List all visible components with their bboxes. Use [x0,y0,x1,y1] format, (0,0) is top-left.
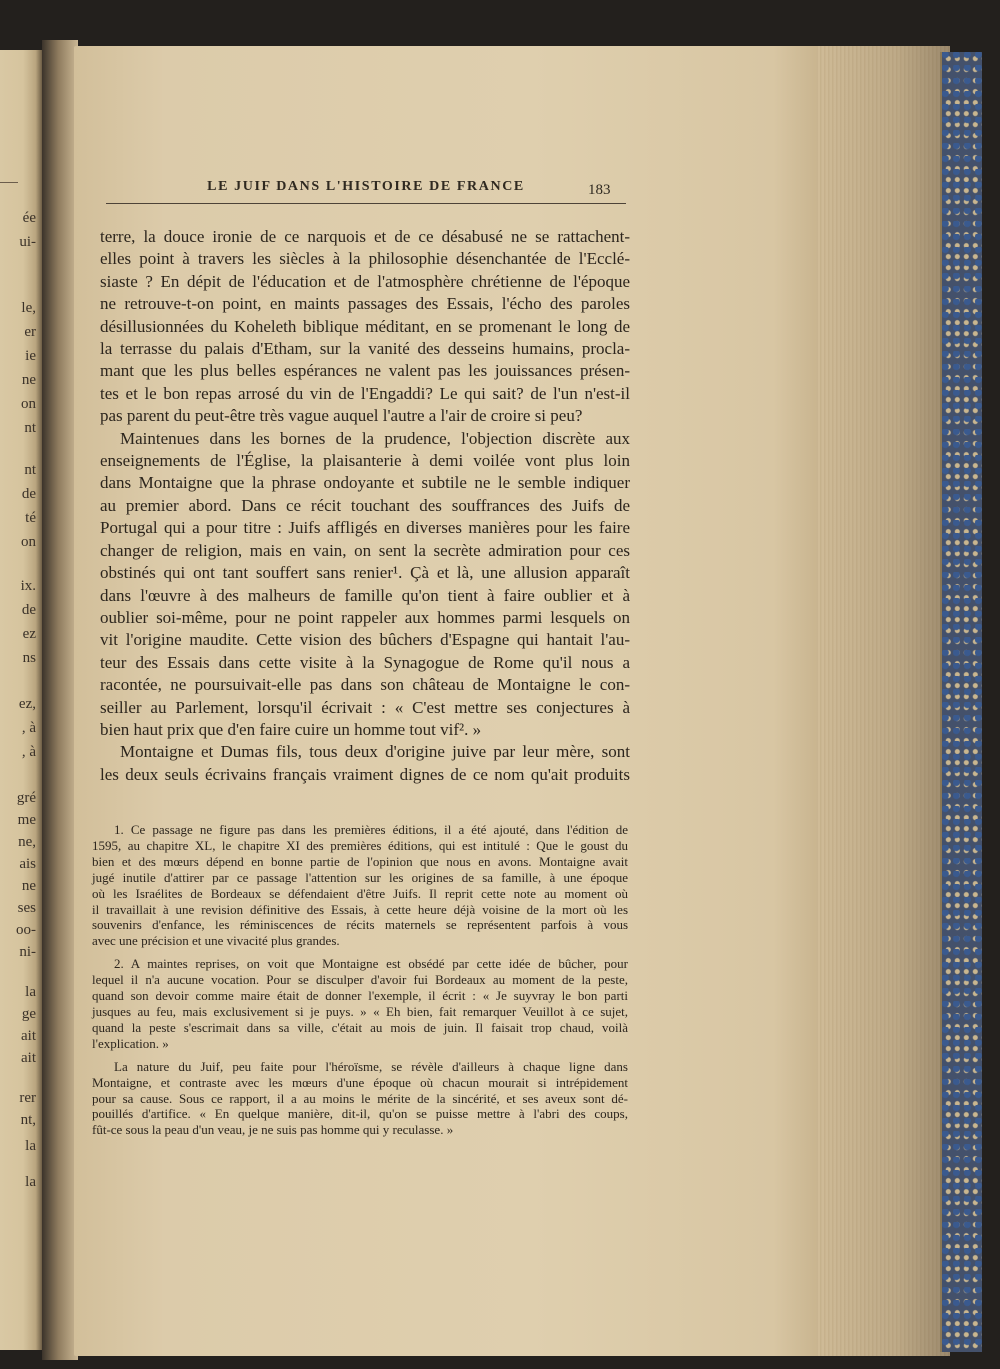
footnote-1-line: il travaillait à une revision définitive des Essais, à cette heure déjà voisine de la mort où les [92,901,628,917]
footnote-1-line: 1. Ce passage ne figure pas dans les premières éditions, il a été ajouté, dans l'édition de [114,822,628,837]
body-line: elles point à travers les siècles à la philosophie désenchantée de l'Ecclé- [100,249,630,269]
footnote-1-line: avec une précision et une vivacité plus grandes. [92,933,340,949]
footnote-2-line: quand son devoir comme maire était de donner l'exemple, il écrit : « Je suyvray le bon parti [92,988,628,1004]
left-page-fragment: té [25,510,36,526]
footnote-1-line: jugé inutile d'attirer par ce passage l'attention sur les origines de sa famille, à une époque [92,869,628,885]
footnote-3-line: pouillés d'artifice. « En quelque manière, dit-il, qu'on se puisse mettre à l'abri des coups, [92,1106,628,1122]
left-page-rule [0,182,18,183]
left-page-fragment: , à [21,744,36,760]
left-page-fragment: ge [21,1006,36,1022]
body-line: enseignements de l'Église, la plaisanterie à demi voilée vont plus loin [100,451,630,471]
left-page-fragment: gré [16,790,36,806]
body-line: au premier abord. Dans ce récit touchant des souffrances des Juifs de [100,495,630,515]
footnote-1-line: 1595, au chapitre XL, le chapitre XI des premières éditions, qui est intitulé : Que le goust du [92,837,628,853]
footnote-gap [92,949,628,956]
left-page-fragment: on [21,396,36,412]
footnote-1-line: souvenirs d'enfance, les réminiscences de récits maternels se représentent parfois à vous [92,917,628,933]
header-rule [106,203,626,204]
left-page-fragment: ne [21,372,36,388]
left-page-fragment: ie [25,348,36,364]
left-page-fragment: nt [24,420,36,436]
body-line: teur des Essais dans cette visite à la Synagogue de Rome qu'il nous a [100,652,630,672]
body-line: Montaigne et Dumas fils, tous deux d'origine juive par leur mère, sont [120,742,630,762]
body-text [100,226,630,786]
left-page-fragment: de [21,602,36,618]
body-line: ne retrouve-t-on point, en maints passages des Essais, l'écho des paroles [100,294,630,314]
left-page-fragment: le, [21,300,36,316]
body-line: bien haut prix que d'en faire cuire un homme tout vif². » [100,719,482,739]
left-page-fragment: me [17,812,36,828]
body-line: la terrasse du palais d'Etham, sur la vanité des desseins humains, procla- [100,339,630,359]
footnote-2-line: 2. A maintes reprises, on voit que Montaigne est obsédé par cette idée de bûcher, pour [114,956,628,972]
body-line: mant que les plus belles espérances ne valent pas les jouissances présen- [100,361,630,381]
body-line: dans Montaigne que la phrase ondoyante et subtile ne le semble indiquer [100,473,630,493]
book-gutter [42,40,78,1360]
body-line: vit l'origine maudite. Cette vision des bûchers d'Espagne qui hantait l'au- [100,630,630,650]
body-line: les deux seuls écrivains français vraiment dignes de ce nom qu'ait produits [100,764,630,784]
body-line: siaste ? En dépit de l'éducation et de l'atmosphère chrétienne de l'époque [100,271,630,291]
left-page-fragment: ses [17,900,36,916]
body-line: racontée, ne poursuivait-elle pas dans son château de Montaigne le con- [100,675,630,695]
marbled-cover-edge [940,52,982,1352]
left-facing-page [0,50,42,1350]
left-page-fragment: nt, [20,1112,36,1128]
left-page-fragment: ais [19,856,36,872]
footnote-3-line: Montaigne, et contraste avec les mœurs d'une époque où chacun mourait si intrépidement [92,1074,628,1090]
left-page-fragment: ne [21,878,36,894]
footnote-1-line: bien et des mœurs dépend en bonne partie de l'opinion que nous en avons. Montaigne avait [92,853,628,869]
body-line: seiller au Parlement, lorsqu'il écrivait : « C'est mettre ses conjectures à [100,697,630,717]
left-page-fragment: ait [21,1028,36,1044]
left-page-fragment: de [21,486,36,502]
footnote-3-line: fût-ce sous la peau d'un veau, je ne suis pas homme qui y reculasse. » [92,1122,454,1138]
body-line: désillusionnées du Koheleth biblique méditant, en se promenant le long de [100,316,630,336]
footnote-3-line: pour sa cause. Sous ce rapport, il a au moins le mérite de la sincérité, et ses aveux sont dé- [92,1090,628,1106]
left-page-fragment: ns [22,650,36,666]
body-line: terre, la douce ironie de ce narquois et de ce désabusé ne se rattachent- [100,227,630,246]
footnote-2-line: jusques au feu, mais exclusivement si je puys. » « Eh bien, fait remarquer Veuillot à ce sujet, [92,1003,628,1019]
left-page-fragment: ez, [18,696,36,712]
running-head: LE JUIF DANS L'HISTOIRE DE FRANCE [207,179,525,194]
footnote-1-line: où les Israélites de Bordeaux se défendaient d'être Juifs. Il reprit cette note au moment où [92,885,628,901]
page-edges [818,46,950,1356]
footnote-gap [92,1052,628,1059]
left-page-fragment: ée [22,210,36,226]
footnotes [92,822,628,1138]
page-number: 183 [588,182,611,198]
left-page-fragment: er [24,324,36,340]
left-page-fragment: on [21,534,36,550]
left-page-fragment: nt [24,462,36,478]
left-page-fragment: ait [21,1050,36,1066]
left-page-fragment: ez [22,626,36,642]
body-line: tes et le bon repas arrosé du vin de l'Engaddi? Le qui sait? de l'un n'est-il [100,383,630,403]
left-page-fragment: ui- [19,234,36,250]
left-page-fragment: oo- [16,922,36,938]
left-page-fragment: ix. [20,578,36,594]
left-page-fragment: rer [19,1090,36,1106]
left-page-fragment: ne, [18,834,36,850]
footnote-2-line: quand la peste s'escrimait dans sa ville, c'était au mois de juin. Il faisait trop chaud, voilà [92,1019,628,1035]
footnote-2-line: l'explication. » [92,1035,169,1051]
left-page-fragment: , à [21,720,36,736]
left-page-fragment: la [25,984,36,1000]
body-line: obstinés qui ont tant souffert sans renier¹. Çà et là, une allusion apparaît [100,563,630,583]
body-line: pas parent du peut-être très vague auquel l'autre a l'air de croire si peu? [100,406,583,426]
body-line: oublier soi-même, pour ne point rappeler aux hommes parmi lesquels on [100,607,630,627]
body-line: Portugal qui a pour titre : Juifs affligés en diverses manières pour les faire [100,518,630,538]
body-line: dans l'œuvre à des malheurs de famille qu'on tient à faire oublier et à [100,585,630,605]
body-line: changer de religion, mais en vain, on sent la secrète admiration pour ces [100,540,630,560]
left-page-fragment: ni- [19,944,36,960]
left-page-fragment: la [25,1138,36,1154]
left-page-fragment: la [25,1174,36,1190]
footnote-2-line: lequel il n'a aucune vocation. Pour se disculper d'avoir fui Bordeaux au moment de la peste, [92,972,628,988]
body-line: Maintenues dans les bornes de la prudence, l'objection discrète aux [120,428,630,448]
footnote-3-line: La nature du Juif, peu faite pour l'héroïsme, se révèle d'ailleurs à chaque ligne dans [114,1058,628,1074]
